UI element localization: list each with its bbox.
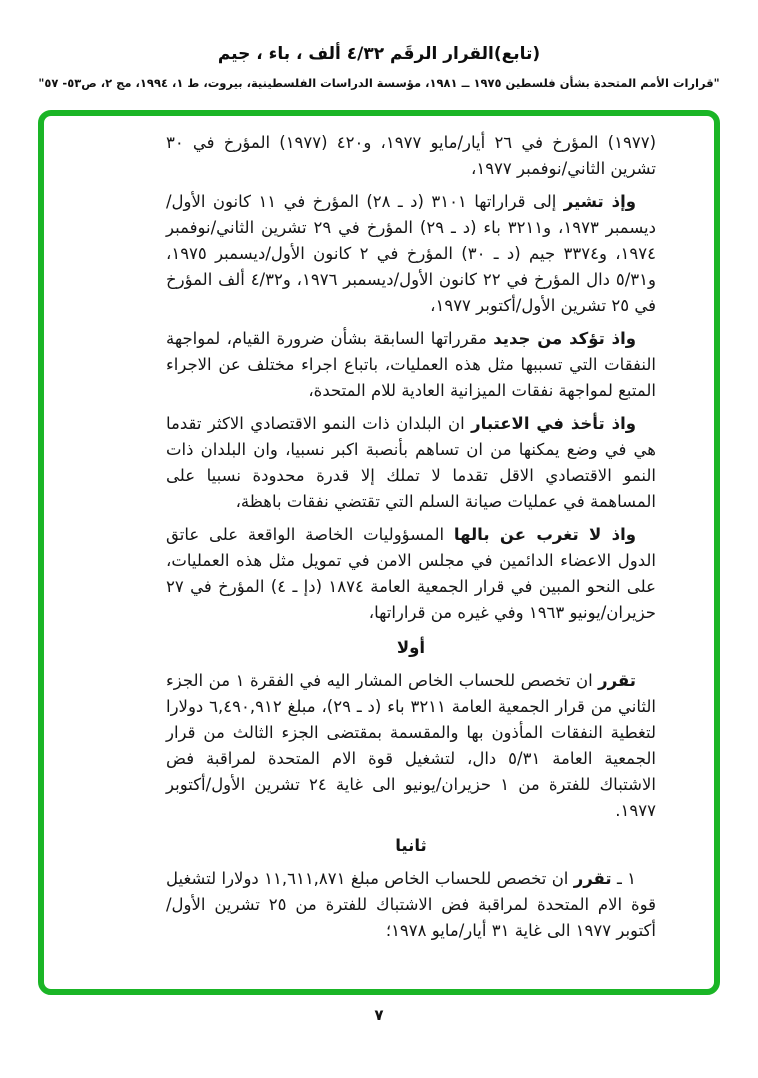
paragraph-lead: واذ لا تغرب عن بالها (453, 525, 636, 544)
paragraph-lead: وإذ تشير (563, 192, 637, 211)
clause-number: ١ ـ (616, 869, 636, 888)
resolution-body (166, 130, 656, 951)
paragraph-text: (١٩٧٧) المؤرخ في ٢٦ أيار/مايو ١٩٧٧، و٤٢٠ (١٩٧٧) المؤرخ في ٣٠ تشرين الثاني/نوفمبر ١٩٧٧، (166, 133, 657, 178)
paragraph-lead: تقرر (598, 671, 637, 690)
paragraph-text: مقرراتها السابقة بشأن ضرورة القيام، لمواجهة النفقات التي تسببها مثل هذه العمليات، باتباع اجراء مختلف عن الاجراء المتبع لمواجهة نفقات الميزانية العادية للام المتحدة، (166, 329, 656, 400)
paragraph-taking-into-account (166, 411, 656, 515)
page-title: (تابع)القرار الرقَم ٤/٣٢ ألف ، باء ، جيم (217, 44, 541, 64)
paragraph-recalling (166, 189, 656, 319)
page-number: ٧ (374, 1006, 384, 1024)
paragraph-continuation (166, 130, 656, 182)
paragraph-text: ان البلدان ذات النمو الاقتصادي الاكثر تقدما هي في وضع يمكنها من ان تساهم بأنصبة اكبر نسبيا، وان البلدان ذات النمو الاقتصادي الاقل تقدما لا تملك إلا قدرة محدودة نسبيا على المساهمة في عمليات صيانة السلم التي تقتضي نفقات باهظة، (166, 414, 656, 511)
paragraph-lead: تقرر (573, 869, 612, 888)
paragraph-mindful (166, 522, 656, 626)
section-heading-first: أولا (396, 638, 426, 657)
paragraph-text: إلى قراراتها ٣١٠١ (د ـ ٢٨) المؤرخ في ١١ كانون الأول/ديسمبر ١٩٧٣، و٣٢١١ باء (د ـ ٢٩) المؤرخ في ٢٩ تشرين الثاني/نوفمبر ١٩٧٤، و٣٣٧٤ جيم (د ـ ٣٠) المؤرخ في ٢ كانون الأول/ديسمبر ١٩٧٥، و٥/٣١ دال المؤرخ في ٢٢ كانون الأول/ديسمبر ١٩٧٦، و٤/٣٢ ألف المؤرخ في ٢٥ تشرين الأول/أكتوبر ١٩٧٧، (166, 192, 656, 315)
paragraph-lead: واذ تأخذ في الاعتبار (471, 414, 636, 433)
paragraph-section-two-decision (166, 866, 656, 944)
paragraph-section-one-decision (166, 668, 656, 824)
paragraph-text: ان تخصص للحساب الخاص المشار اليه في الفقرة ١ من الجزء الثاني من قرار الجمعية العامة ٣٢١١ باء (د ـ ٢٩)، مبلغ ٦,٤٩٠,٩١٢ دولارا لتغطية النفقات المأذون بها والمقسمة بمقتضى الجزء الثالث من قرار الجمعية العامة ٥/٣١ دال، لتشغيل قوة الام المتحدة لمراقبة فض الاشتباك للفترة من ١ حزيران/يونيو الى غاية ٢٤ تشرين الأول/أكتوبر ١٩٧٧. (166, 671, 657, 820)
paragraph-reaffirming (166, 326, 656, 404)
paragraph-text: المسؤوليات الخاصة الواقعة على عاتق الدول الاعضاء الدائمين في مجلس الامن في تمويل مثل هذه العمليات، على النحو المبين في قرار الجمعية العامة ١٨٧٤ (دإ ـ ٤) المؤرخ في ٢٧ حزيران/يونيو ١٩٦٣ وفي غيره من قراراتها، (166, 525, 656, 622)
source-citation: "قرارات الأمم المتحدة بشأن فلسطين ١٩٧٥ ــ ١٩٨١، مؤسسة الدراسات الفلسطينية، بيروت، ط ١، ١٩٩٤، مج ٢، ص٥٣- ٥٧" (38, 76, 720, 90)
paragraph-lead: واذ تؤكد من جديد (493, 329, 636, 348)
paragraph-text: ان تخصص للحساب الخاص مبلغ ١١,٦١١,٨٧١ دولارا لتشغيل قوة الام المتحدة لمراقبة فض الاشتباك للفترة من ٢٥ تشرين الأول/أكتوبر ١٩٧٧ الى غاية ٣١ أيار/مايو ١٩٧٨؛ (166, 869, 656, 940)
section-heading-second: ثانيا (395, 836, 427, 855)
